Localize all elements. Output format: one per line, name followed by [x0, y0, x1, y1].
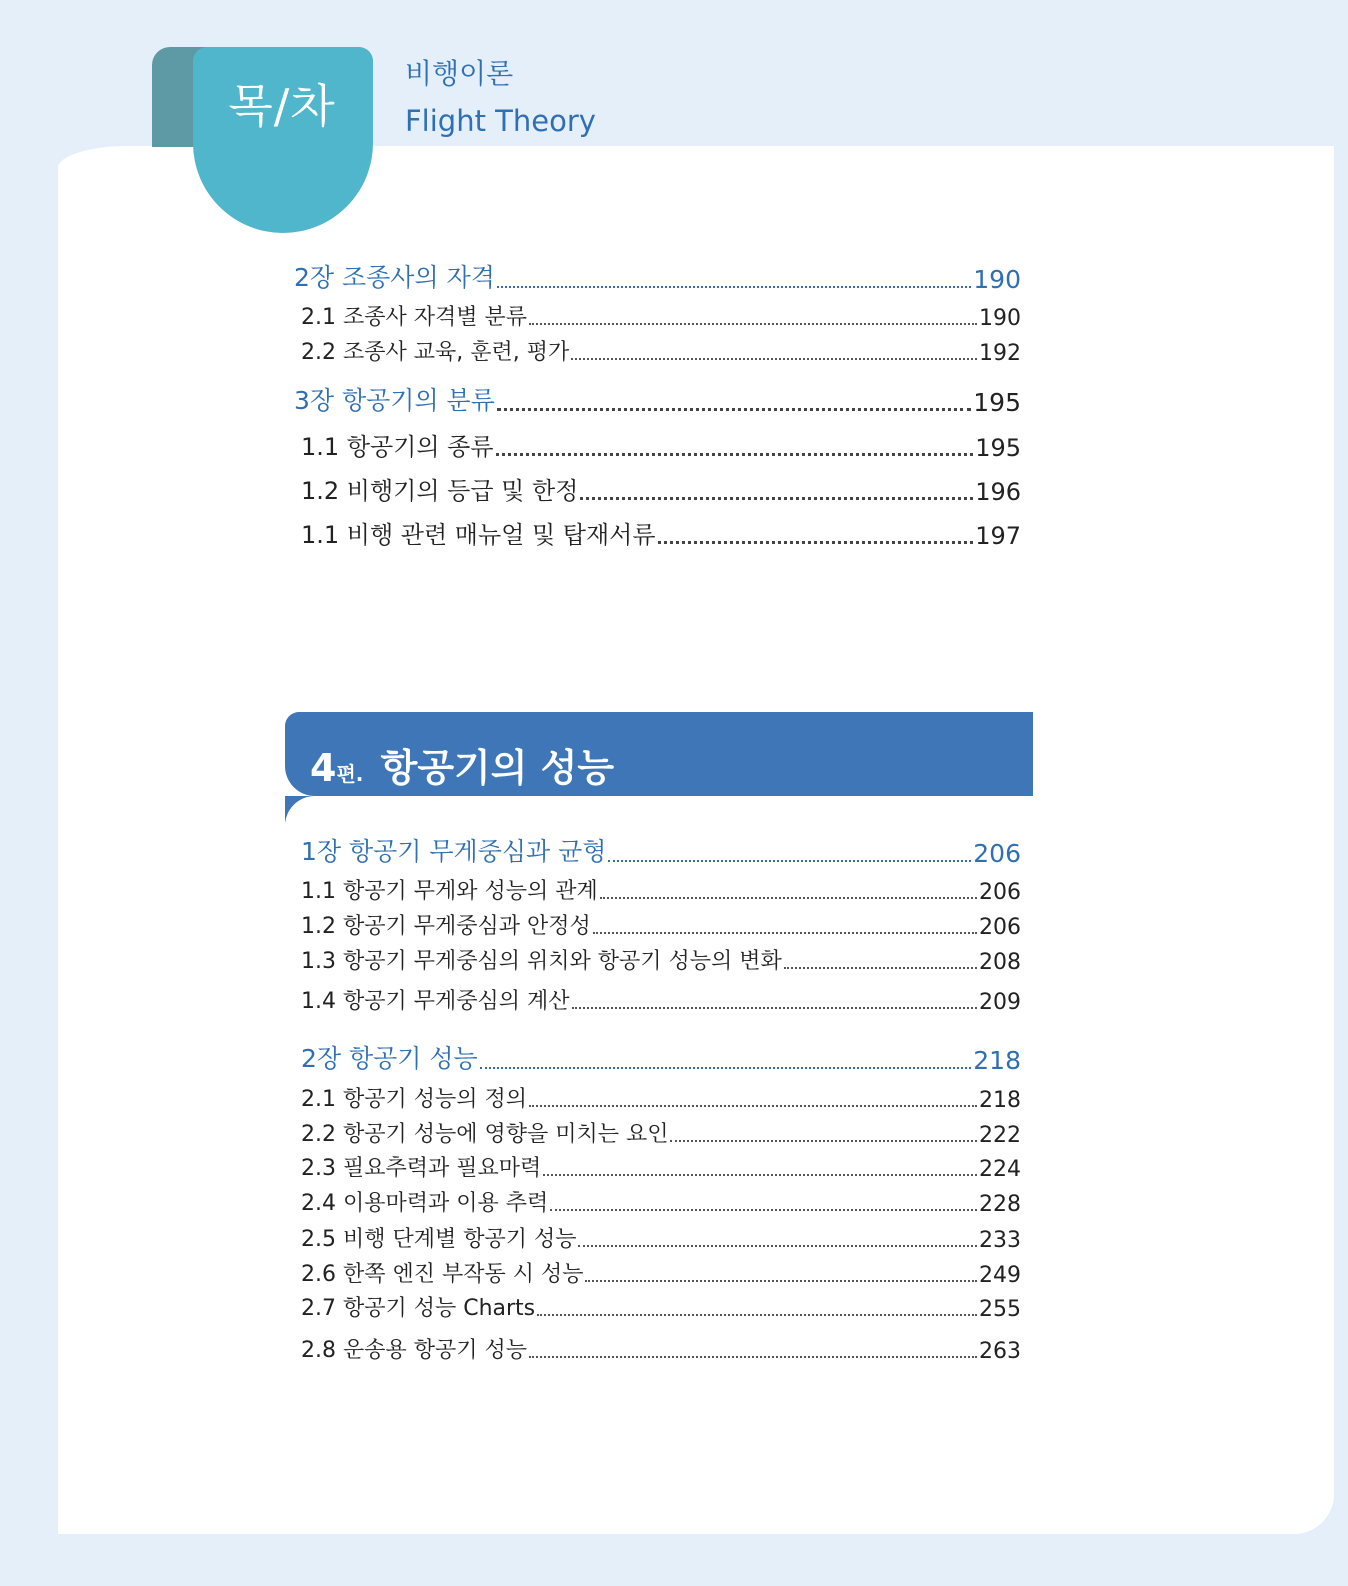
toc-label: 2.5 비행 단계별 항공기 성능: [301, 1227, 577, 1252]
toc-leader: [496, 452, 974, 456]
book-title-english: Flight Theory: [405, 104, 596, 138]
toc-leader: [658, 540, 974, 544]
toc-label: 2.2 조종사 교육, 훈련, 평가: [301, 340, 570, 365]
toc-label: 3장 항공기의 분류: [294, 386, 495, 415]
toc-chapter[interactable]: [301, 1039, 1021, 1075]
toc-label: 1.1 비행 관련 매뉴얼 및 탑재서류: [301, 521, 656, 549]
toc-leader: [571, 357, 977, 360]
toc-page: 224: [979, 1157, 1021, 1182]
toc-page: 209: [979, 990, 1021, 1015]
toc-section[interactable]: [301, 944, 1021, 975]
toc-page: 192: [979, 341, 1021, 366]
toc-page: 233: [979, 1228, 1021, 1253]
toc-page: 206: [973, 839, 1021, 868]
toc-label: 2.8 운송용 항공기 성능: [301, 1338, 527, 1363]
toc-section[interactable]: [301, 1117, 1021, 1148]
toc-label: 1.3 항공기 무게중심의 위치와 항공기 성능의 변화: [301, 949, 782, 974]
toc-leader: [543, 1173, 977, 1176]
part-name: 항공기의 성능: [380, 746, 615, 790]
toc-page: 208: [979, 950, 1021, 975]
toc-label: 1.1 항공기 무게와 성능의 관계: [301, 879, 598, 904]
toc-leader: [593, 931, 977, 934]
toc-chapter[interactable]: [294, 381, 1021, 417]
part-title: [310, 737, 614, 792]
toc-page: 255: [979, 1297, 1021, 1322]
toc-label: 1장 항공기 무게중심과 균형: [301, 837, 607, 866]
toc-leader: [529, 1355, 977, 1358]
toc-label: 2.6 한쪽 엔진 부작동 시 성능: [301, 1262, 584, 1287]
toc-leader: [580, 496, 973, 500]
toc-page: 206: [979, 915, 1021, 940]
toc-label: 1.2 비행기의 등급 및 한정: [301, 477, 579, 505]
toc-label: 2.1 조종사 자격별 분류: [301, 305, 527, 330]
toc-label: 2장 항공기 성능: [301, 1044, 478, 1073]
toc-label: 2.1 항공기 성능의 정의: [301, 1087, 527, 1112]
toc-leader: [600, 896, 977, 899]
toc-section[interactable]: [301, 909, 1021, 940]
toc-section[interactable]: [301, 1257, 1021, 1288]
toc-section[interactable]: [301, 1333, 1021, 1364]
toc-leader: [784, 966, 977, 969]
toc-label: 2.2 항공기 성능에 영향을 미치는 요인: [301, 1122, 669, 1147]
toc-chapter[interactable]: [294, 258, 1021, 294]
toc-page: 195: [975, 434, 1021, 462]
toc-page: 263: [979, 1339, 1021, 1364]
toc-section[interactable]: [301, 984, 1021, 1015]
toc-section[interactable]: [301, 1222, 1021, 1253]
toc-page: 195: [973, 388, 1021, 417]
toc-page: 218: [979, 1088, 1021, 1113]
toc-section[interactable]: [301, 1082, 1021, 1113]
toc-label: 2.7 항공기 성능 Charts: [301, 1296, 536, 1321]
toc-page: 206: [979, 880, 1021, 905]
toc-page: 190: [973, 265, 1021, 294]
toc-section[interactable]: [301, 427, 1021, 462]
toc-label: 2장 조종사의 자격: [294, 263, 495, 292]
toc-label: 2.4 이용마력과 이용 추력: [301, 1191, 549, 1216]
toc-page: 222: [979, 1123, 1021, 1148]
book-title-korean: 비행이론: [405, 57, 514, 90]
toc-section[interactable]: [301, 471, 1021, 506]
toc-label: 1.1 항공기의 종류: [301, 433, 494, 461]
toc-leader: [480, 1066, 972, 1069]
toc-page: 228: [979, 1192, 1021, 1217]
toc-page: 197: [975, 522, 1021, 550]
toc-label: 1.4 항공기 무게중심의 계산: [301, 989, 570, 1014]
toc-section[interactable]: [301, 1151, 1021, 1182]
toc-section[interactable]: [301, 1291, 1021, 1322]
part-number: 4: [310, 746, 337, 790]
toc-leader: [670, 1139, 977, 1142]
toc-leader: [572, 1006, 978, 1009]
toc-leader: [497, 407, 971, 411]
toc-section[interactable]: [301, 1186, 1021, 1217]
toc-chapter[interactable]: [301, 832, 1021, 868]
part-suffix: 편.: [336, 762, 364, 786]
toc-page: 249: [979, 1263, 1021, 1288]
contents-tab-label: 목/차: [228, 79, 336, 133]
toc-leader: [578, 1244, 977, 1247]
toc-section[interactable]: [301, 300, 1021, 331]
toc-section[interactable]: [301, 874, 1021, 905]
toc-leader: [497, 285, 971, 288]
toc-section[interactable]: [301, 335, 1021, 366]
toc-leader: [537, 1313, 977, 1316]
toc-leader: [608, 859, 971, 862]
toc-page: 190: [979, 306, 1021, 331]
toc-label: 1.2 항공기 무게중심과 안정성: [301, 914, 591, 939]
toc-page: 196: [975, 478, 1021, 506]
toc-leader: [550, 1208, 977, 1211]
toc-label: 2.3 필요추력과 필요마력: [301, 1156, 542, 1181]
toc-section[interactable]: [301, 515, 1021, 550]
toc-leader: [529, 322, 977, 325]
toc-page: 218: [973, 1046, 1021, 1075]
toc-leader: [529, 1104, 977, 1107]
toc-leader: [585, 1279, 977, 1282]
